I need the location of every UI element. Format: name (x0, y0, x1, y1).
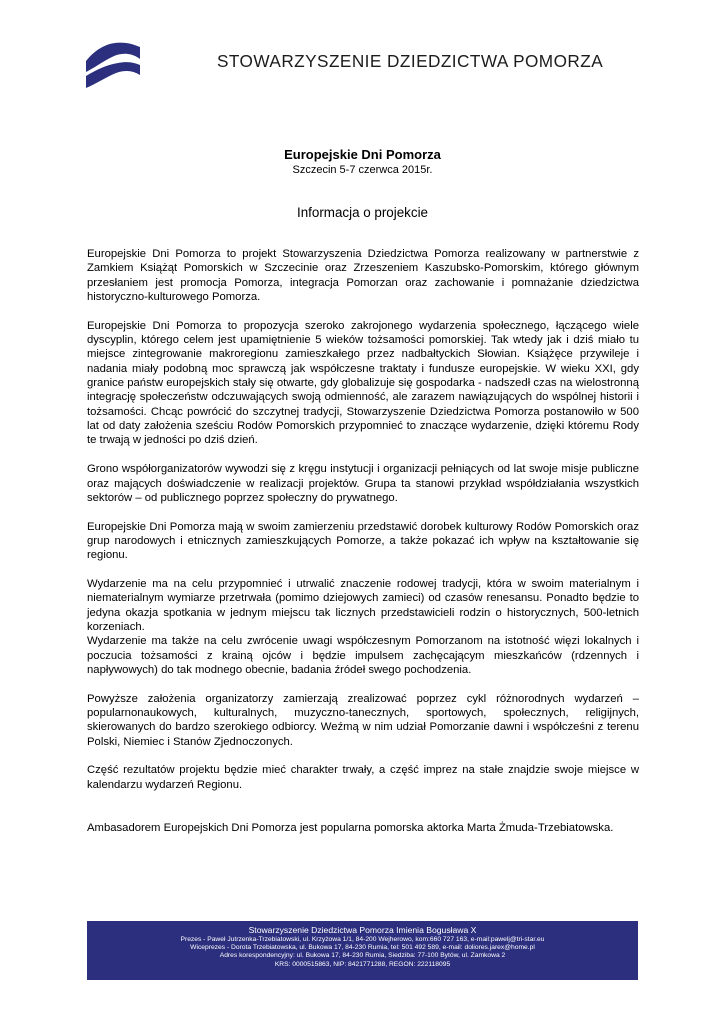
body-text (87, 247, 639, 849)
paragraph-proposal: Europejskie Dni Pomorza to propozycja szeroko zakrojonego wydarzenia społecznego, łączącego wiele dyscyplin, którego celem jest upamiętnienie 5 wieków tożsamości pomorskiej. Tak wtedy jak i dziś miało tu miejsce zintegrowanie makroregionu zamieszkałego przez nadbałtyckich Słowian. Książęce przywileje i nadania miały podobną moc sprawczą jak współczesne traktaty i fundusze europejskie. W wieku XXI, gdy granice państw europejskich stały się otwarte, gdy globalizuje się gospodarka - nadszedł czas na wielostronną integrację społeczeństw odczuwających swoją odmienność, ale zarazem nawiązujących do wspólnej historii i tożsamości. Chcąc powrócić do szczytnej tradycji, Stowarzyszenie Dziedzictwa Pomorza postanowiło w 500 lat od daty założenia sześciu Rodów Pomorskich przypomnieć to znaczące wydarzenie, dzięki któremu Rody te trwają w jedności po dziś dzień. (87, 319, 639, 447)
paragraph-intro: Europejskie Dni Pomorza to projekt Stowarzyszenia Dziedzictwa Pomorza realizowany w partnerstwie z Zamkiem Książąt Pomorskich w Szczecinie oraz Zrzeszeniem Kaszubsko-Pomorskim, którego głównym przesłaniem jest promocja Pomorza, integracja Pomorzan oraz zachowanie i pomnażanie dziedzictwa historyczno-kulturowego Pomorza. (87, 248, 639, 304)
paragraph-results: Część rezultatów projektu będzie mieć charakter trwały, a część imprez na stałe znajdzie swoje miejsce w kalendarzu wydarzeń Regionu. (87, 764, 639, 791)
footer-vice-president: Wiceprezes - Dorota Trzebiatowska, ul. Bukowa 17, 84-230 Rumia, tel: 501 492 589, e-mail: doliores.jarex@home.pl (190, 944, 535, 952)
footer-president: Prezes - Paweł Jutrzenka-Trzebiatowski, ul. Krzyżowa 1/1, 84-200 Wejherowo, kom:660 727 163, e-mail:pawelj@tri-star.eu (180, 936, 545, 943)
paragraph-goal-tradition: Wydarzenie ma na celu przypomnieć i utrwalić znaczenie rodowej tradycji, która w swoim materialnym i niematerialnym wymiarze przetrwała (pomimo dziejowych zamieci) od czasów renesansu. Ponadto będzie to jedyna okazja spotkania w jednym miejscu tak licznych przedstawicieli rodzin o historycznych, 500-letnich korzeniach. (87, 577, 639, 633)
paragraph-events: Powyższe założenia organizatorzy zamierzają zrealizować poprzez cykl różnorodnych wydarzeń – popularnonaukowych, kulturalnych, muzyczno-tanecznych, sportowych, społecznych, religijnych, skierowanych do bardzo szerokiego odbiorcy. Weźmą w nim udział Pomorzanie dawni i współcześni z terenu Polski, Niemiec i Stanów Zjednoczonych. (87, 692, 639, 748)
paragraph-ambassador: Ambasadorem Europejskich Dni Pomorza jest popularna pomorska aktorka Marta Żmuda-Trzebiatowska. (87, 821, 614, 834)
paragraph-goal-identity: Wydarzenie ma także na celu zwrócenie uwagi współczesnym Pomorzanom na istotność więzi lokalnych i poczucia tożsamości z krainą ojców i będzie impulsem zachęcającym mieszkańców (rdzennych i napływowych) do tak modnego obecnie, badania źródeł swego pochodzenia. (87, 635, 639, 676)
footer-contact-bar (87, 921, 638, 980)
section-heading: Informacja o projekcie (297, 205, 428, 220)
paragraph-coorganizers: Grono współorganizatorów wywodzi się z kręgu instytucji i organizacji pełniących od lat swoje misje publiczne oraz mających doświadczenie w realizacji projektów. Grupa ta stanowi przykład współdziałania wszystkich sektorów – od publicznego poprzez społeczny do prywatnego. (87, 463, 639, 504)
paragraph-heritage: Europejskie Dni Pomorza mają w swoim zamierzeniu przedstawić dorobek kulturowy Rodów Pomorskich oraz grup narodowych i etnicznych zamieszkujących Pomorze, a także pokazać ich wpływ na kształtowanie się regionu. (87, 520, 639, 562)
footer-registry: KRS: 0000515863, NIP: 8421771288, REGON: 222118095 (274, 960, 451, 968)
event-subtitle: Szczecin 5-7 czerwca 2015r. (292, 164, 433, 176)
organization-title: STOWARZYSZENIE DZIEDZICTWA POMORZA (217, 51, 604, 71)
footer-organization-name: Stowarzyszenie Dziedzictwa Pomorza Imienia Bogusława X (248, 925, 477, 935)
wave-logo-icon (86, 40, 140, 90)
event-title: Europejskie Dni Pomorza (284, 147, 441, 162)
footer-address: Adres korespondencyjny: ul. Bukowa 17, 84-230 Rumia, Siedziba: 77-100 Bytów, ul. Zamkowa 2 (219, 952, 506, 960)
